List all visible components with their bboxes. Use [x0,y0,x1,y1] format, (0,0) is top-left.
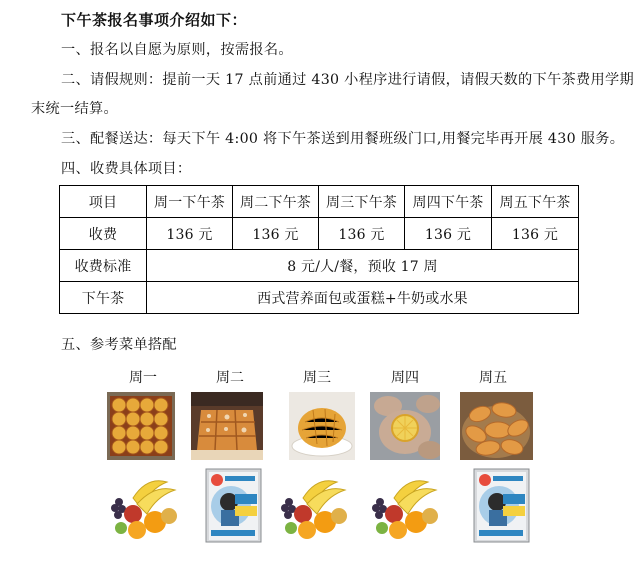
fee-cell: 136 元 [492,218,579,250]
toast-cake-image [191,392,263,460]
fee-cell: 136 元 [319,218,405,250]
day-label-tue: 周二 [216,370,244,386]
header-cell: 项目 [60,186,147,218]
milk-carton-image [205,468,262,543]
bread-rolls-image [107,392,175,460]
day-label-wed: 周三 [303,370,331,386]
header-cell: 周四下午茶 [405,186,492,218]
item-five: 五、参考菜单搭配 [61,337,177,353]
fee-row [60,218,579,250]
day-label-mon: 周一 [129,370,157,386]
standard-row [60,250,579,282]
tea-label: 下午茶 [60,282,147,314]
fruit-image [107,468,182,543]
item-three: 三、配餐送达：每天下午 4:00 将下午茶送到用餐班级门口,用餐完毕再开展 430 服务。 [61,131,625,147]
fruit-image [277,468,352,543]
header-cell: 周五下午茶 [492,186,579,218]
milk-carton-image [473,468,530,543]
item-two-line1: 二、请假规则：提前一天 17 点前通过 430 小程序进行请假，请假天数的下午茶费用学期 [61,72,634,88]
croissant-image [460,392,533,460]
fee-table [59,185,579,314]
standard-label: 收费标准 [60,250,147,282]
pineapple-bun-image [289,392,355,460]
fee-table-header-row [60,186,579,218]
header-cell: 周三下午茶 [319,186,405,218]
header-cell: 周一下午茶 [147,186,233,218]
fee-cell: 136 元 [147,218,233,250]
fee-cell: 136 元 [233,218,319,250]
item-two-line2: 末统一结算。 [31,101,118,117]
item-one: 一、报名以自愿为原则，按需报名。 [61,42,293,58]
fruit-image [368,468,443,543]
fee-label: 收费 [60,218,147,250]
tea-row [60,282,579,314]
fee-cell: 136 元 [405,218,492,250]
orange-bun-image [370,392,440,460]
header-cell: 周二下午茶 [233,186,319,218]
tea-value: 西式营养面包或蛋糕+牛奶或水果 [147,282,579,314]
item-four: 四、收费具体项目： [61,161,192,177]
standard-value: 8 元/人/餐，预收 17 周 [147,250,579,282]
day-label-fri: 周五 [479,370,507,386]
day-label-thu: 周四 [391,370,419,386]
page-title: 下午茶报名事项介绍如下： [61,11,248,29]
